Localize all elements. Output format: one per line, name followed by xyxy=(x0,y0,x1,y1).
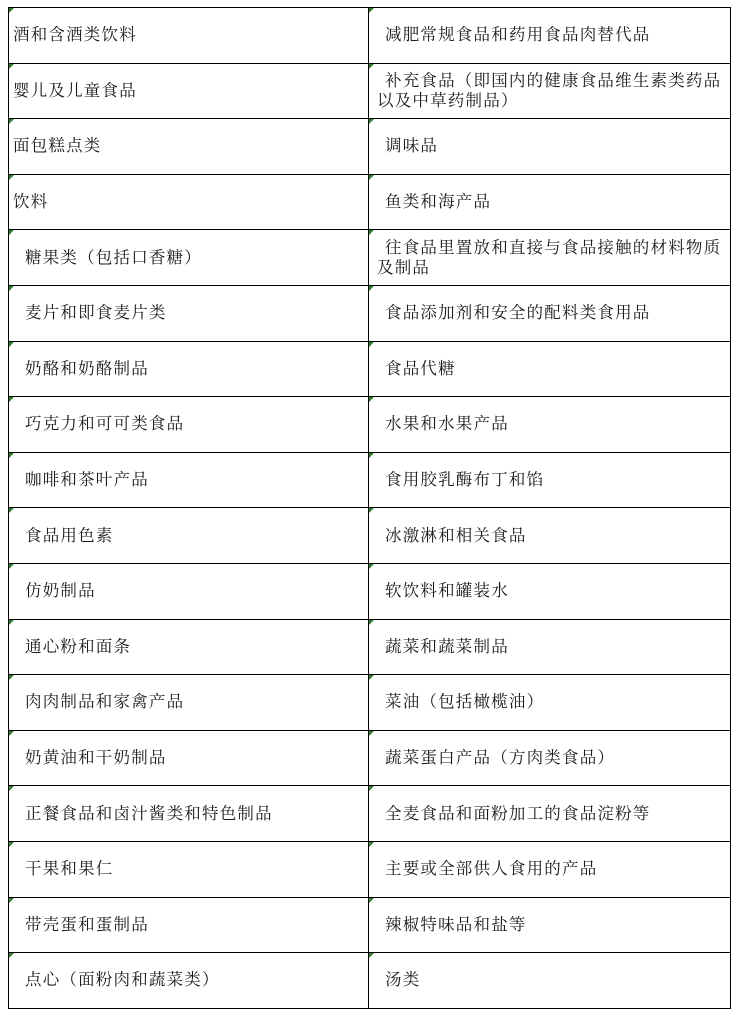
cell-text: 巧克力和可可类食品 xyxy=(25,414,185,434)
table-row xyxy=(9,285,731,341)
cell-text: 补充食品（即国内的健康食品维生素类药品以及中草药制品） xyxy=(377,70,722,110)
cell-text: 食品代糖 xyxy=(385,358,456,378)
cell-text: 水果和水果产品 xyxy=(385,414,509,434)
cell-text: 全麦食品和面粉加工的食品淀粉等 xyxy=(385,803,651,823)
table-row xyxy=(9,452,731,508)
table-cell-right xyxy=(369,563,731,619)
table-cell-right xyxy=(369,174,731,230)
cell-text: 鱼类和海产品 xyxy=(385,192,492,212)
cell-text: 奶黄油和干奶制品 xyxy=(25,748,167,768)
table-cell-right xyxy=(369,786,731,842)
cell-text: 蔬菜蛋白产品（方肉类食品） xyxy=(385,748,616,768)
cell-text: 干果和果仁 xyxy=(25,859,114,879)
table-row xyxy=(9,730,731,786)
table-cell-left xyxy=(9,8,369,64)
cell-text: 面包糕点类 xyxy=(13,136,102,156)
table-row xyxy=(9,341,731,397)
cell-text: 调味品 xyxy=(385,136,439,156)
food-category-table-container xyxy=(8,7,728,990)
cell-text: 点心（面粉肉和蔬菜类） xyxy=(25,970,220,990)
table-cell-left xyxy=(9,675,369,731)
cell-text: 酒和含酒类饮料 xyxy=(13,25,137,45)
table-cell-right xyxy=(369,285,731,341)
table-cell-left xyxy=(9,63,369,119)
cell-text: 正餐食品和卤汁酱类和特色制品 xyxy=(25,803,273,823)
table-cell-right xyxy=(369,953,731,1009)
table-cell-left xyxy=(9,841,369,897)
cell-text: 仿奶制品 xyxy=(25,581,96,601)
table-cell-left xyxy=(9,897,369,953)
table-cell-right xyxy=(369,841,731,897)
table-row xyxy=(9,508,731,564)
table-row xyxy=(9,563,731,619)
cell-text: 减肥常规食品和药用食品肉替代品 xyxy=(385,25,651,45)
cell-text: 婴儿及儿童食品 xyxy=(13,80,137,100)
cell-text: 食用胶乳酶布丁和馅 xyxy=(385,470,545,490)
table-cell-right xyxy=(369,119,731,175)
table-row xyxy=(9,174,731,230)
table-cell-right xyxy=(369,63,731,119)
cell-text: 食品用色素 xyxy=(25,525,114,545)
table-row xyxy=(9,230,731,286)
table-cell-left xyxy=(9,341,369,397)
cell-text: 汤类 xyxy=(385,970,421,990)
table-cell-right xyxy=(369,508,731,564)
table-row xyxy=(9,397,731,453)
table-row xyxy=(9,63,731,119)
cell-text: 奶酪和奶酪制品 xyxy=(25,358,149,378)
table-cell-right xyxy=(369,230,731,286)
table-cell-left xyxy=(9,285,369,341)
table-row xyxy=(9,786,731,842)
table-cell-right xyxy=(369,619,731,675)
table-row xyxy=(9,675,731,731)
cell-text: 主要或全部供人食用的产品 xyxy=(385,859,598,879)
cell-text: 通心粉和面条 xyxy=(25,636,132,656)
table-cell-left xyxy=(9,174,369,230)
table-row xyxy=(9,897,731,953)
table-cell-right xyxy=(369,341,731,397)
table-row xyxy=(9,119,731,175)
cell-text: 糖果类（包括口香糖） xyxy=(25,247,202,267)
cell-text: 饮料 xyxy=(13,192,49,212)
table-row xyxy=(9,619,731,675)
cell-text: 软饮料和罐装水 xyxy=(385,581,509,601)
table-cell-right xyxy=(369,675,731,731)
table-cell-left xyxy=(9,563,369,619)
food-category-table xyxy=(8,7,731,1009)
cell-text: 肉肉制品和家禽产品 xyxy=(25,692,185,712)
table-row xyxy=(9,953,731,1009)
table-cell-left xyxy=(9,953,369,1009)
cell-text: 辣椒特味品和盐等 xyxy=(385,914,527,934)
table-cell-left xyxy=(9,730,369,786)
table-cell-left xyxy=(9,119,369,175)
table-cell-left xyxy=(9,452,369,508)
table-cell-right xyxy=(369,452,731,508)
table-cell-left xyxy=(9,786,369,842)
table-cell-right xyxy=(369,397,731,453)
cell-text: 往食品里置放和直接与食品接触的材料物质及制品 xyxy=(377,237,722,277)
table-cell-right xyxy=(369,730,731,786)
cell-text: 冰激淋和相关食品 xyxy=(385,525,527,545)
table-body xyxy=(9,8,731,1009)
cell-text: 食品添加剂和安全的配料类食用品 xyxy=(385,303,651,323)
table-cell-left xyxy=(9,508,369,564)
table-cell-right xyxy=(369,8,731,64)
table-cell-right xyxy=(369,897,731,953)
cell-text: 咖啡和茶叶产品 xyxy=(25,470,149,490)
table-cell-left xyxy=(9,230,369,286)
cell-text: 蔬菜和蔬菜制品 xyxy=(385,636,509,656)
cell-text: 带壳蛋和蛋制品 xyxy=(25,914,149,934)
table-cell-left xyxy=(9,397,369,453)
cell-text: 麦片和即食麦片类 xyxy=(25,303,167,323)
table-cell-left xyxy=(9,619,369,675)
table-row xyxy=(9,8,731,64)
table-row xyxy=(9,841,731,897)
cell-text: 菜油（包括橄榄油） xyxy=(385,692,545,712)
